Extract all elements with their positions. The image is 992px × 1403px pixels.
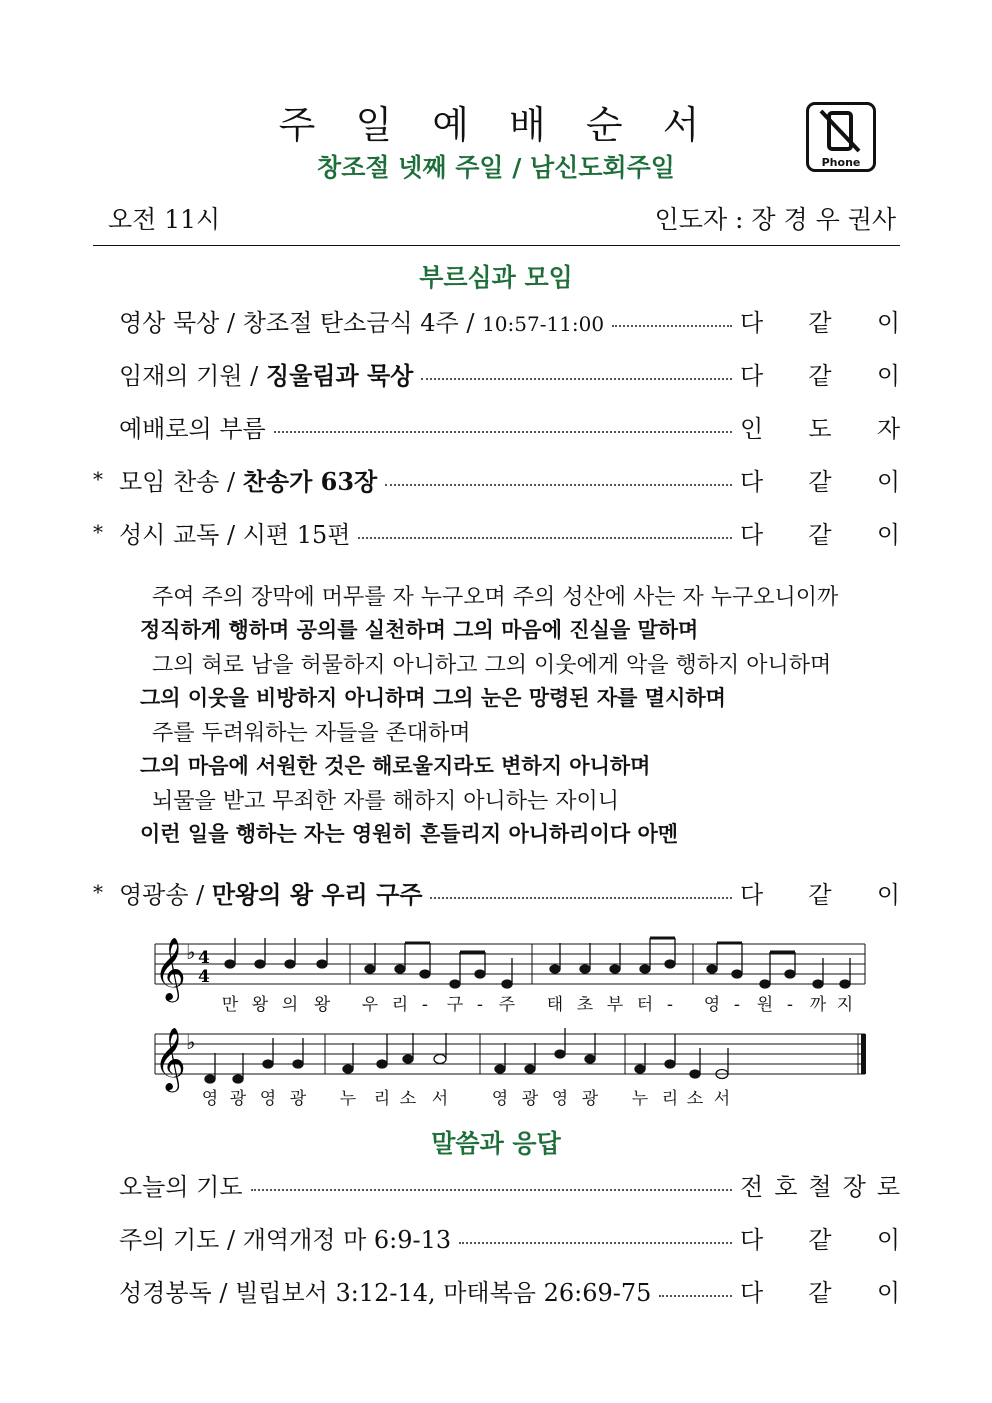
svg-text:영: 영 xyxy=(703,995,721,1015)
svg-text:주: 주 xyxy=(498,995,516,1015)
svg-text:소: 소 xyxy=(399,1089,417,1109)
svg-text:왕: 왕 xyxy=(251,995,269,1015)
svg-text:영: 영 xyxy=(201,1089,219,1109)
svg-text:영: 영 xyxy=(259,1089,277,1109)
svg-text:우: 우 xyxy=(361,995,379,1015)
time-sig-top: 4 xyxy=(198,948,210,968)
reading-leader-line: 주여 주의 장막에 머무를 자 누구오며 주의 성산에 사는 자 누구오니이까 xyxy=(152,585,839,610)
svg-text:누: 누 xyxy=(631,1089,649,1109)
order-item: 예배로의 부름 인 도 자 xyxy=(119,414,900,443)
divider xyxy=(93,245,900,246)
svg-text:영: 영 xyxy=(491,1089,509,1109)
svg-text:광: 광 xyxy=(521,1089,539,1109)
svg-text:만: 만 xyxy=(221,995,239,1015)
page-title: 주 일 예 배 순 서 xyxy=(278,103,714,147)
page-subtitle: 창조절 넷째 주일 / 남신도회주일 xyxy=(317,153,675,182)
svg-text:태: 태 xyxy=(546,995,564,1015)
order-item-doxology: * 영광송 / 만왕의 왕 우리 구주 다 같 이 xyxy=(93,879,900,909)
phone-label: Phone xyxy=(821,156,861,169)
order-item: 오늘의 기도 전 호 철 장 로 xyxy=(119,1172,900,1201)
svg-text:광: 광 xyxy=(581,1089,599,1109)
svg-text:리: 리 xyxy=(373,1089,391,1109)
svg-text:-: - xyxy=(666,995,674,1015)
service-time: 오전 11시 xyxy=(108,205,221,234)
svg-text:의: 의 xyxy=(281,995,299,1015)
reading-response-line: 그의 이웃을 비방하지 아니하며 그의 눈은 망령된 자를 멸시하며 xyxy=(140,686,726,710)
treble-clef-icon: 𝄞 xyxy=(154,937,186,1000)
svg-text:-: - xyxy=(733,995,741,1015)
reading-response-line: 그의 마음에 서원한 것은 해로울지라도 변하지 아니하며 xyxy=(140,754,651,778)
svg-text:-: - xyxy=(421,995,429,1015)
reading-leader-line: 뇌물을 받고 무죄한 자를 해하지 아니하는 자이니 xyxy=(152,789,620,814)
svg-text:리: 리 xyxy=(661,1089,679,1109)
reading-response-line: 정직하게 행하며 공의를 실천하며 그의 마음에 진실을 말하며 xyxy=(140,618,699,642)
svg-text:원: 원 xyxy=(756,995,774,1015)
reading-leader-line: 그의 혀로 남을 허물하지 아니하고 그의 이웃에게 악을 행하지 아니하며 xyxy=(152,653,832,678)
order-item: * 성시 교독 / 시편 15편 다 같 이 xyxy=(93,520,900,549)
order-item: 임재의 기원 / 징울림과 묵상 다 같 이 xyxy=(119,360,900,390)
svg-text:리: 리 xyxy=(391,995,409,1015)
flat-icon: ♭ xyxy=(186,940,196,964)
svg-text:구: 구 xyxy=(446,995,464,1015)
section-word: 말씀과 응답 xyxy=(431,1129,561,1158)
svg-text:왕: 왕 xyxy=(313,995,331,1015)
doxology-score xyxy=(150,930,870,1120)
svg-text:광: 광 xyxy=(289,1089,307,1109)
svg-text:소: 소 xyxy=(686,1089,704,1109)
treble-clef-icon: 𝄞 xyxy=(154,1027,186,1090)
reading-response-line: 이런 일을 행하는 자는 영원히 흔들리지 아니하리이다 아멘 xyxy=(140,822,679,846)
svg-text:누: 누 xyxy=(339,1089,357,1109)
order-item: * 모임 찬송 / 찬송가 63장 다 같 이 xyxy=(93,466,900,496)
svg-text:터: 터 xyxy=(636,995,654,1015)
svg-text:-: - xyxy=(786,995,794,1015)
time-sig-bottom: 4 xyxy=(198,967,210,987)
order-item: 주의 기도 / 개역개정 마 6:9-13 다 같 이 xyxy=(119,1225,900,1254)
svg-text:지: 지 xyxy=(836,995,854,1015)
svg-text:부: 부 xyxy=(606,995,624,1015)
reading-leader-line: 주를 두려워하는 자들을 존대하며 xyxy=(152,721,471,746)
section-call: 부르심과 모임 xyxy=(419,263,573,292)
svg-text:-: - xyxy=(476,995,484,1015)
svg-text:서: 서 xyxy=(713,1089,731,1109)
order-item: 영상 묵상 / 창조절 탄소금식 4주 / 10:57-11:00 다 같 이 xyxy=(119,308,900,337)
svg-text:서: 서 xyxy=(431,1089,449,1109)
flat-icon: ♭ xyxy=(186,1030,196,1054)
svg-text:광: 광 xyxy=(229,1089,247,1109)
service-leader: 인도자 : 장 경 우 권사 xyxy=(654,205,896,234)
svg-text:영: 영 xyxy=(551,1089,569,1109)
svg-text:까: 까 xyxy=(809,995,827,1015)
order-item: 성경봉독 / 빌립보서 3:12-14, 마태복음 26:69-75 다 같 이 xyxy=(119,1278,900,1307)
svg-text:초: 초 xyxy=(576,995,594,1015)
